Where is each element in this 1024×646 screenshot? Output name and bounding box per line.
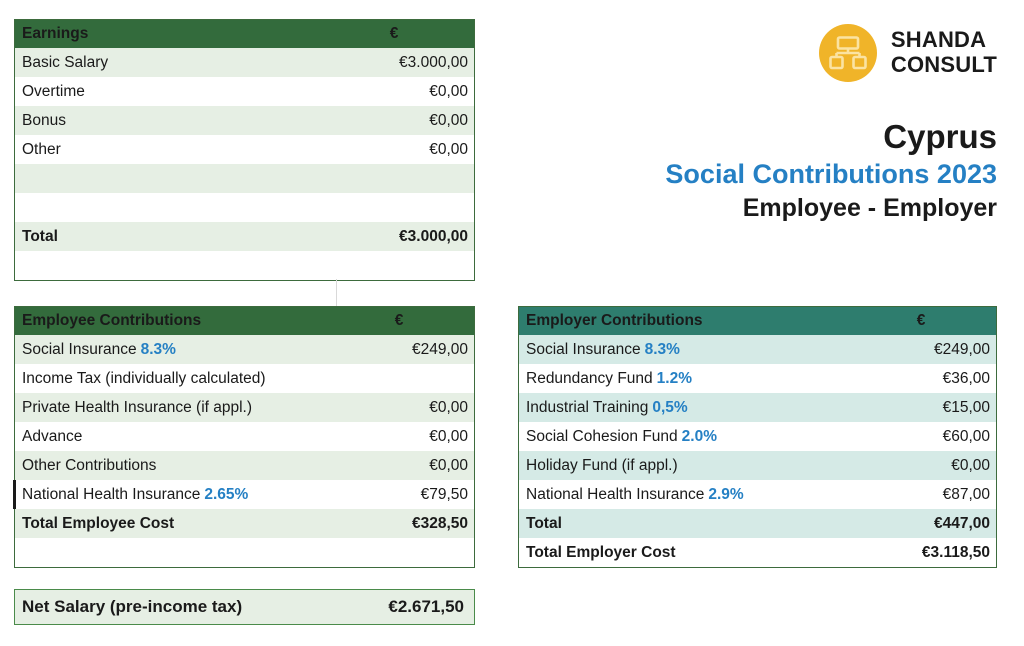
row-value: €60,00: [942, 427, 990, 445]
table-row: [15, 48, 474, 77]
table-row: [15, 335, 474, 364]
row-label: Total: [526, 514, 562, 532]
row-label: Social Insurance 8.3%: [22, 340, 176, 358]
table-row: [15, 451, 474, 480]
row-value: €0,00: [429, 111, 468, 129]
table-row: [15, 135, 474, 164]
row-label: National Health Insurance 2.65%: [22, 485, 249, 503]
employer-header-label: Employer Contributions: [526, 312, 703, 329]
net-salary-box: [14, 589, 475, 625]
row-label: Basic Salary: [22, 53, 109, 71]
row-percent: 0,5%: [652, 398, 688, 416]
employer-total-row: [519, 509, 996, 538]
table-row-spacer: [15, 193, 474, 222]
row-value: €0,00: [429, 398, 468, 416]
table-row: [15, 364, 474, 393]
row-label: Social Insurance 8.3%: [526, 340, 680, 358]
gridline-artifact: [336, 279, 337, 306]
row-label: Total Employee Cost: [22, 514, 175, 532]
row-percent: 2.65%: [204, 485, 249, 503]
row-label: Overtime: [22, 82, 85, 100]
row-label: Other Contributions: [22, 456, 157, 474]
table-row: [519, 451, 996, 480]
row-label: [15, 544, 318, 562]
employee-table-header-row: [15, 307, 474, 335]
row-label: Social Cohesion Fund 2.0%: [526, 427, 717, 445]
row-value: €0,00: [429, 456, 468, 474]
row-value: €15,00: [942, 398, 990, 416]
cell-cursor-artifact: [13, 480, 16, 509]
row-value: €447,00: [933, 514, 990, 532]
brand-name-line2: CONSULT: [890, 52, 997, 77]
table-row: [15, 106, 474, 135]
row-label: Redundancy Fund 1.2%: [526, 369, 693, 387]
net-salary-label: Net Salary (pre-income tax): [22, 597, 243, 616]
row-value: €0,00: [951, 456, 990, 474]
net-salary-row: [15, 590, 474, 624]
title-block: [665, 118, 997, 225]
brand-name: [891, 28, 997, 77]
row-value: €0,00: [429, 82, 468, 100]
table-row: [519, 393, 996, 422]
row-value: €79,50: [420, 485, 468, 503]
table-row: [519, 364, 996, 393]
earnings-total-row: [15, 222, 474, 251]
row-value: €0,00: [429, 140, 468, 158]
table-row: [519, 422, 996, 451]
row-value: €249,00: [933, 340, 990, 358]
table-row: [15, 480, 474, 509]
row-value: €0,00: [429, 427, 468, 445]
earnings-table-header-row: [15, 20, 474, 48]
table-row: [15, 393, 474, 422]
table-row-spacer: [15, 538, 474, 567]
row-value: €3.118,50: [921, 543, 990, 561]
row-label: Private Health Insurance (if appl.): [22, 398, 253, 416]
page-tagline: Employee - Employer: [742, 194, 997, 223]
earnings-header-currency: €: [389, 25, 399, 42]
row-label: Total: [22, 227, 58, 245]
row-percent: 1.2%: [656, 369, 693, 387]
table-row-spacer: [15, 164, 474, 193]
employee-header-label: Employee Contributions: [22, 312, 202, 329]
row-value: €249,00: [411, 340, 468, 358]
row-percent: 8.3%: [140, 340, 176, 358]
table-row: [519, 480, 996, 509]
org-chart-logo-icon: [819, 24, 877, 82]
table-row: [15, 77, 474, 106]
employee-contributions-table: [14, 306, 475, 568]
row-value: €87,00: [942, 485, 990, 503]
row-label: Bonus: [22, 111, 66, 129]
employer-contributions-table: [518, 306, 997, 568]
brand-name-line1: SHANDA: [890, 27, 987, 53]
row-value: €3.000,00: [399, 227, 468, 245]
row-label: Industrial Training 0,5%: [526, 398, 688, 416]
employer-table-header-row: [519, 307, 996, 335]
row-value: €36,00: [942, 369, 990, 387]
table-row-spacer: [15, 251, 474, 280]
employee-header-currency: €: [394, 312, 404, 329]
row-percent: 2.0%: [681, 427, 717, 445]
row-label: Total Employer Cost: [526, 543, 676, 561]
page-subtitle: Social Contributions 2023: [665, 158, 997, 189]
table-row: [519, 335, 996, 364]
row-label: Advance: [22, 427, 83, 445]
employee-total-row: [15, 509, 474, 538]
row-percent: 8.3%: [644, 340, 680, 358]
brand-block: [819, 24, 997, 82]
row-label: National Health Insurance 2.9%: [526, 485, 744, 503]
earnings-header-label: Earnings: [22, 25, 89, 42]
page-title: Cyprus: [883, 118, 997, 155]
row-label: Income Tax (individually calculated): [22, 369, 266, 387]
employer-grand-total-row: [519, 538, 996, 567]
row-value: €328,50: [411, 514, 468, 532]
row-label: Other: [22, 140, 61, 158]
employer-header-currency: €: [916, 312, 926, 329]
row-label: Holiday Fund (if appl.): [526, 456, 678, 474]
table-row: [15, 422, 474, 451]
earnings-table: [14, 19, 475, 281]
net-salary-value: €2.671,50: [388, 597, 464, 616]
row-percent: 2.9%: [708, 485, 744, 503]
row-value: €3.000,00: [399, 53, 468, 71]
